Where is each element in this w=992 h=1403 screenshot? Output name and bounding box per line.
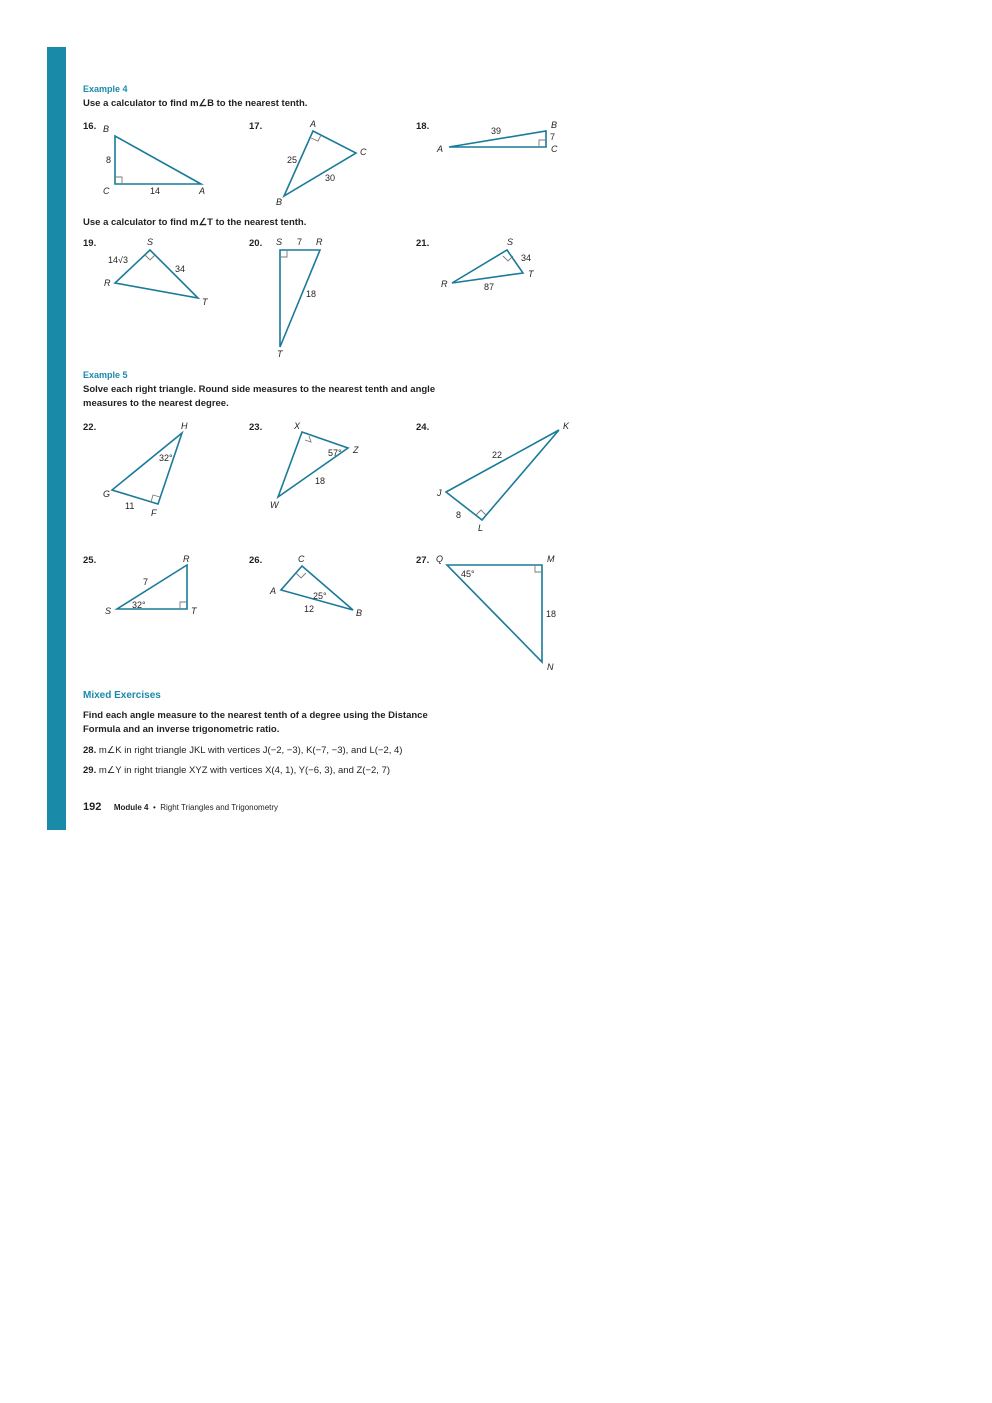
vertex-f-label: F xyxy=(151,508,157,518)
vertex-m-label: M xyxy=(547,554,555,564)
right-angle-mark-16 xyxy=(115,177,122,184)
vertex-z-label: Z xyxy=(353,445,359,455)
triangle-26 xyxy=(281,566,353,610)
vertex-b-label: B xyxy=(356,608,363,618)
side-length: 87 xyxy=(484,282,495,292)
right-angle-mark-17 xyxy=(311,135,321,141)
vertex-a-label: A xyxy=(437,144,444,154)
side-length: 12 xyxy=(304,604,315,614)
vertex-s-label: S xyxy=(507,237,514,247)
vertex-a-label: A xyxy=(310,119,317,129)
vertex-s-label: S xyxy=(147,237,154,247)
problem-16-number: 16. xyxy=(83,121,97,132)
vertex-g-label: G xyxy=(103,489,111,499)
side-length: 34 xyxy=(521,253,532,263)
vertex-c-label: C xyxy=(360,147,367,157)
problem-23-number: 23. xyxy=(249,422,263,433)
vertex-n-label: N xyxy=(547,662,554,672)
vertex-t-label: T xyxy=(202,297,208,307)
problem-22-number: 22. xyxy=(83,422,97,433)
side-length: 14√3 xyxy=(108,255,128,265)
side-length: 7 xyxy=(143,577,149,587)
exercise-28 xyxy=(83,744,402,757)
problem-25-number: 25. xyxy=(83,555,97,566)
vertex-c-label: C xyxy=(298,554,305,564)
vertex-s-label: S xyxy=(105,606,112,616)
mixed-instruction-line1: Find each angle measure to the nearest tenth of a degree using the Distance xyxy=(83,710,428,721)
triangle-16 xyxy=(115,136,201,184)
problem-17-number: 17. xyxy=(249,121,263,132)
footer-title: Right Triangles and Trigonometry xyxy=(160,803,279,812)
problem-19-number: 19. xyxy=(83,238,97,249)
side-length: 34 xyxy=(175,264,186,274)
vertex-a-label: A xyxy=(199,186,206,196)
triangle-27 xyxy=(447,565,542,662)
triangle-21 xyxy=(452,250,523,283)
example5-instruction-line1: Solve each right triangle. Round side measures to the nearest tenth and angle xyxy=(83,384,436,395)
problem-27-number: 27. xyxy=(416,555,430,566)
vertex-x-label: X xyxy=(294,421,301,431)
vertex-b-label: B xyxy=(551,120,558,130)
angle-measure: 45° xyxy=(461,569,475,579)
side-length: 11 xyxy=(125,501,135,511)
side-length: 18 xyxy=(546,609,557,619)
vertex-r-label: R xyxy=(316,237,323,247)
vertex-t-label: T xyxy=(277,349,283,359)
right-angle-mark-24 xyxy=(476,510,486,515)
exercise-28-number: 28. xyxy=(83,745,97,756)
right-angle-mark-18 xyxy=(539,140,546,147)
triangle-22 xyxy=(112,433,182,504)
problem-21-number: 21. xyxy=(416,238,430,249)
vertex-j-label: J xyxy=(437,488,442,498)
example4-instruction-t: Use a calculator to find m∠T to the nearest tenth. xyxy=(83,217,307,228)
example5-instruction-line2: measures to the nearest degree. xyxy=(83,398,229,409)
footer-separator: • xyxy=(152,803,156,812)
side-length: 7 xyxy=(297,237,303,247)
vertex-b-label: B xyxy=(103,124,110,134)
right-angle-mark-23 xyxy=(305,436,311,442)
problem-26-number: 26. xyxy=(249,555,263,566)
page-number: 192 xyxy=(83,801,102,813)
example4-heading: Example 4 xyxy=(83,84,128,94)
vertex-w-label: W xyxy=(270,500,279,510)
right-angle-mark-19 xyxy=(145,255,155,260)
vertex-l-label: L xyxy=(478,523,484,533)
vertex-s-label: S xyxy=(276,237,283,247)
angle-measure: 32° xyxy=(132,600,146,610)
mixed-instruction-line2: Formula and an inverse trigonometric ratio. xyxy=(83,724,280,735)
vertex-t-label: T xyxy=(528,269,534,279)
vertex-t-label: T xyxy=(191,606,197,616)
example5-heading: Example 5 xyxy=(83,370,128,380)
angle-measure: 57° xyxy=(328,448,342,458)
side-length: 39 xyxy=(491,126,502,136)
triangle-25 xyxy=(117,565,187,609)
right-angle-mark-27 xyxy=(535,565,542,572)
footer-module: Module 4 xyxy=(113,803,149,812)
side-length: 8 xyxy=(106,155,112,165)
vertex-b-label: B xyxy=(276,197,283,207)
vertex-c-label: C xyxy=(103,186,110,196)
exercise-29 xyxy=(83,764,390,777)
right-angle-mark-25 xyxy=(180,602,187,609)
triangle-24 xyxy=(446,430,559,520)
side-length: 30 xyxy=(325,173,336,183)
right-angle-mark-20 xyxy=(280,250,287,257)
problem-24-number: 24. xyxy=(416,422,430,433)
right-angle-mark-26 xyxy=(296,573,306,578)
vertex-c-label: C xyxy=(551,144,558,154)
side-length: 25 xyxy=(287,155,298,165)
angle-measure: 25° xyxy=(313,591,327,601)
vertex-k-label: K xyxy=(563,421,570,431)
vertex-r-label: R xyxy=(104,278,111,288)
triangle-23 xyxy=(278,432,348,497)
problem-18-number: 18. xyxy=(416,121,430,132)
side-length: 14 xyxy=(150,186,161,196)
vertex-r-label: R xyxy=(183,554,190,564)
side-length: 22 xyxy=(492,450,503,460)
vertex-r-label: R xyxy=(441,279,448,289)
page-footer xyxy=(83,797,278,815)
mixed-exercises-heading: Mixed Exercises xyxy=(83,690,161,701)
side-length: 8 xyxy=(456,510,462,520)
exercise-29-text: m∠Y in right triangle XYZ with vertices X(4, 1), Y(−6, 3), and Z(−2, 7) xyxy=(98,765,391,776)
exercise-28-text: m∠K in right triangle JKL with vertices J(−2, −3), K(−7, −3), and L(−2, 4) xyxy=(98,745,403,756)
exercise-29-number: 29. xyxy=(83,765,97,776)
side-length: 18 xyxy=(306,289,317,299)
angle-measure: 32° xyxy=(159,453,173,463)
vertex-a-label: A xyxy=(270,586,277,596)
problem-20-number: 20. xyxy=(249,238,263,249)
vertex-h-label: H xyxy=(181,421,188,431)
vertex-q-label: Q xyxy=(436,554,444,564)
side-length: 18 xyxy=(315,476,326,486)
example4-instruction-b: Use a calculator to find m∠B to the nearest tenth. xyxy=(83,98,308,109)
side-length: 7 xyxy=(550,132,556,142)
